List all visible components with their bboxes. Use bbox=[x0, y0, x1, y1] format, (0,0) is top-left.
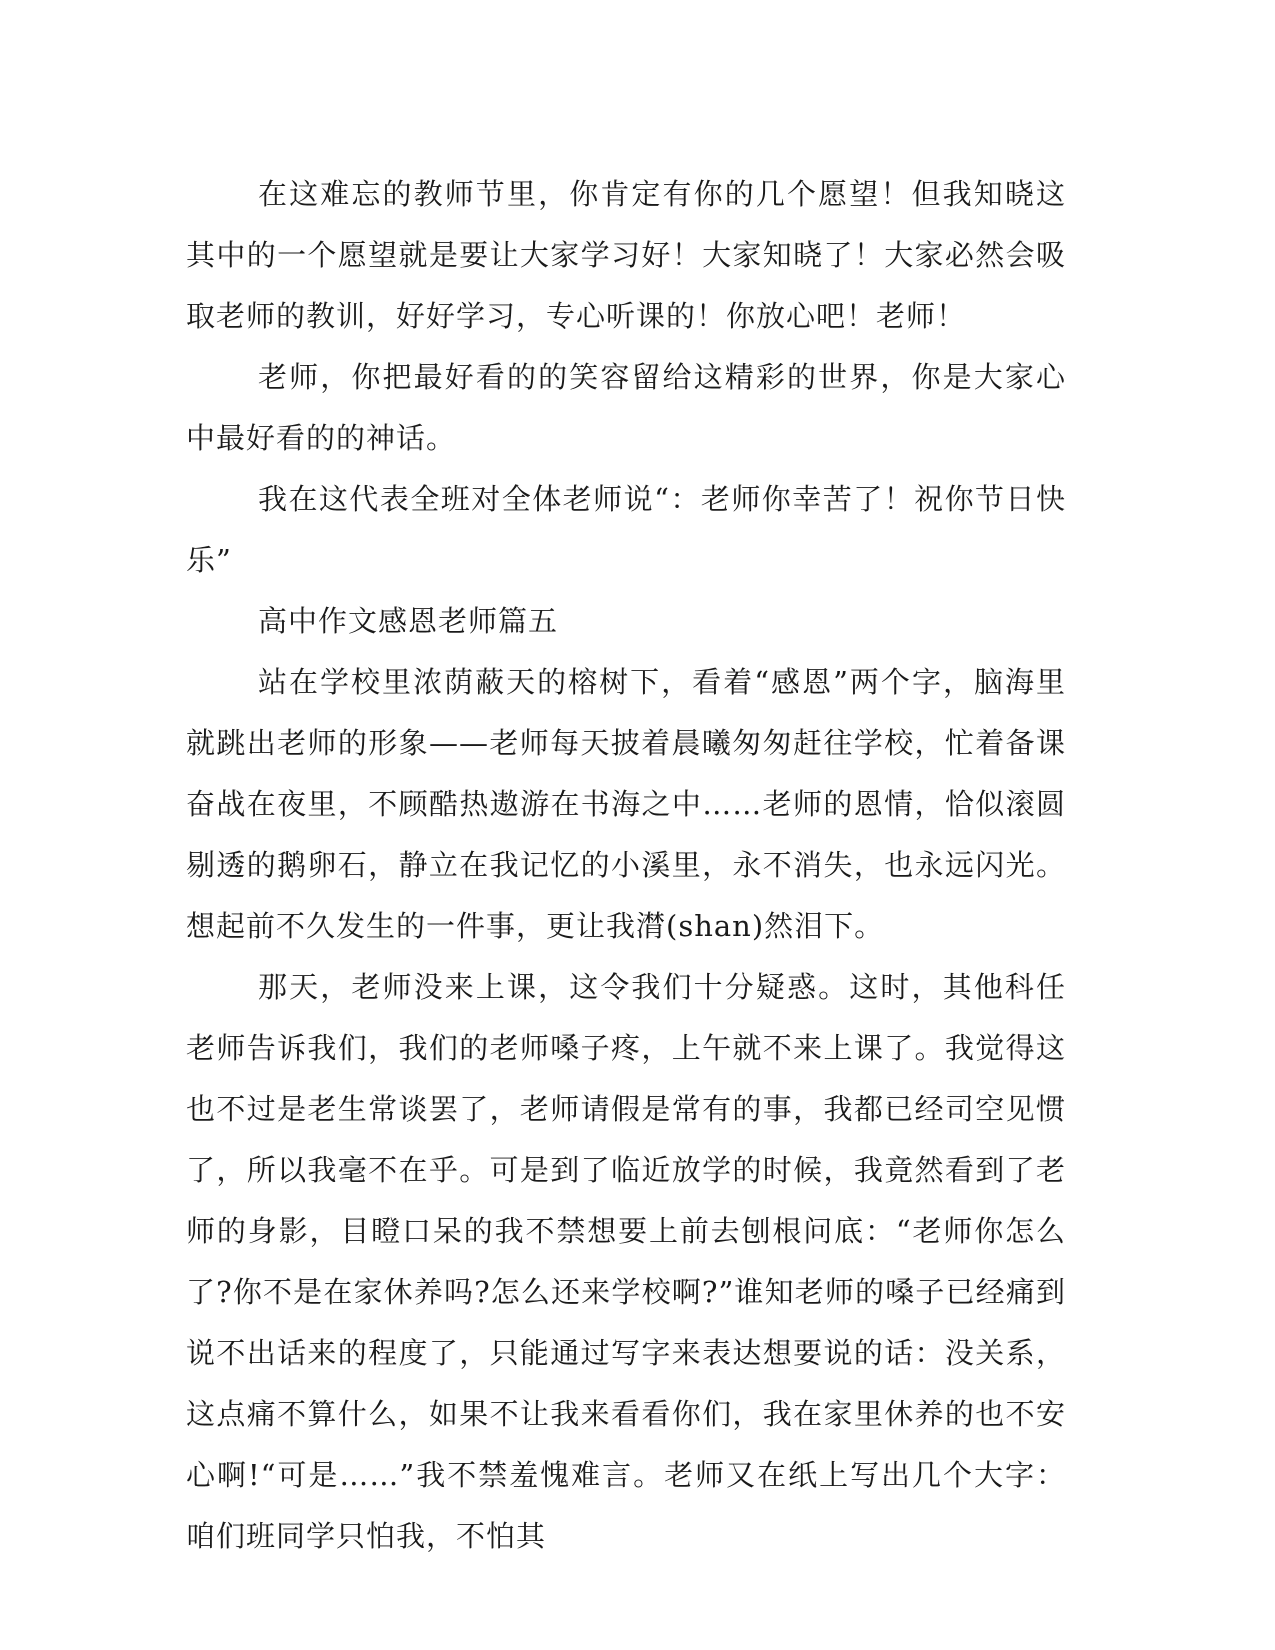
document-body bbox=[186, 164, 1066, 1567]
paragraph: 站在学校里浓荫蔽天的榕树下，看着“感恩”两个字，脑海里就跳出老师的形象——老师每天披着晨曦匆匆赶往学校，忙着备课奋战在夜里，不顾酷热遨游在书海之中……老师的恩情，恰似滚圆剔透的鹅卵石，静立在我记忆的小溪里，永不消失，也永远闪光。想起前不久发生的一件事，更让我潸(shan)然泪下。 bbox=[186, 665, 1066, 943]
paragraph: 在这难忘的教师节里，你肯定有你的几个愿望！但我知晓这其中的一个愿望就是要让大家学习好！大家知晓了！大家必然会吸取老师的教训，好好学习，专心听课的！你放心吧！老师！ bbox=[186, 177, 1066, 333]
section-heading: 高中作文感恩老师篇五 bbox=[258, 604, 559, 638]
paragraph: 老师，你把最好看的的笑容留给这精彩的世界，你是大家心中最好看的的神话。 bbox=[186, 360, 1066, 455]
paragraph: 我在这代表全班对全体老师说“：老师你幸苦了！祝你节日快乐” bbox=[186, 482, 1066, 577]
paragraph: 那天，老师没来上课，这令我们十分疑惑。这时，其他科任老师告诉我们，我们的老师嗓子疼，上午就不来上课了。我觉得这也不过是老生常谈罢了，老师请假是常有的事，我都已经司空见惯了，所以我毫不在乎。可是到了临近放学的时候，我竟然看到了老师的身影，目瞪口呆的我不禁想要上前去刨根问底：“老师你怎么了?你不是在家休养吗?怎么还来学校啊?”谁知老师的嗓子已经痛到说不出话来的程度了，只能通过写字来表达想要说的话：没关系，这点痛不算什么，如果不让我来看看你们，我在家里休养的也不安心啊!“可是……”我不禁羞愧难言。老师又在纸上写出几个大字：咱们班同学只怕我，不怕其 bbox=[186, 970, 1066, 1553]
